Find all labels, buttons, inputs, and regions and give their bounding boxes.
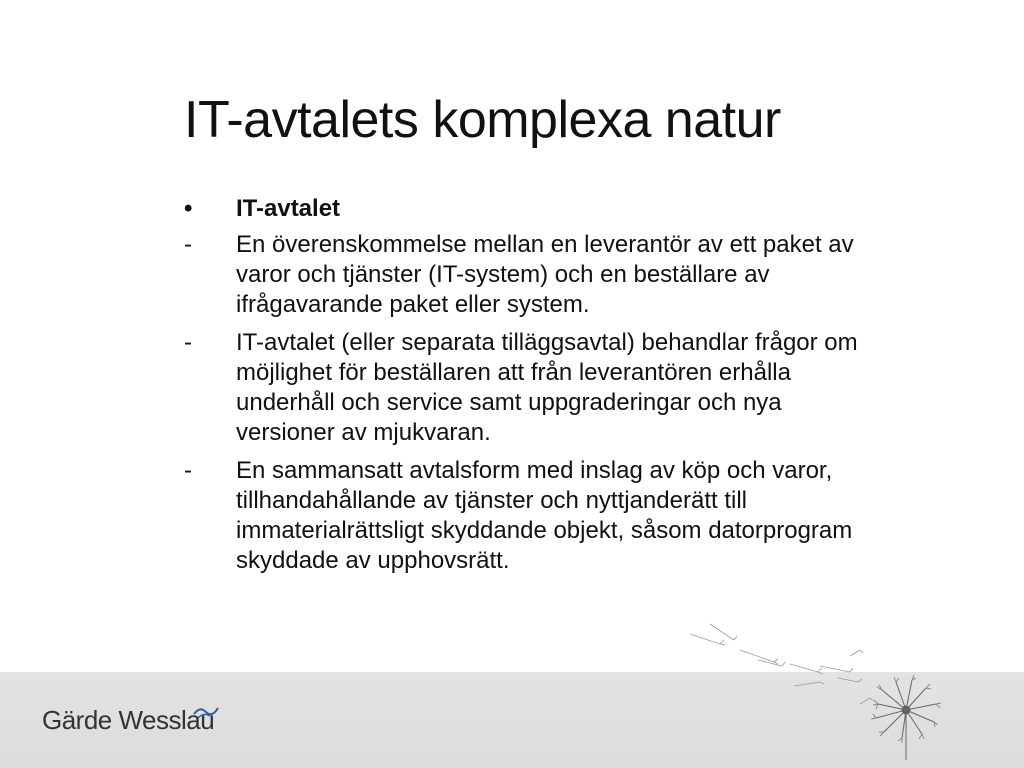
dandelion-icon	[670, 620, 970, 768]
dash-marker: -	[184, 231, 192, 258]
bullet-text: IT-avtalet	[236, 195, 341, 222]
logo-text: Gärde Wesslau	[42, 704, 215, 735]
dash-item	[184, 230, 874, 320]
logo-swoosh-icon	[192, 704, 220, 720]
dash-text: En överenskommelse mellan en leverantör av ett paket av varor och tjänster (IT-system) och en beställare av ifrågavarande paket eller system.	[236, 231, 854, 318]
bullet-item	[184, 194, 874, 224]
bullet-marker: •	[184, 195, 193, 222]
dash-text: En sammansatt avtalsform med inslag av köp och varor, tillhandahållande av tjänster och nyttjanderätt till immaterialrättsligt skyddande objekt, såsom datorprogram skyddade av upphovsrätt.	[236, 457, 853, 574]
dash-item	[184, 456, 874, 576]
dash-item	[184, 328, 874, 448]
dash-marker: -	[184, 457, 192, 484]
slide-title: IT-avtalets komplexa natur	[184, 91, 781, 149]
dash-text: IT-avtalet (eller separata tilläggsavtal) behandlar frågor om möjlighet för beställaren att från leverantören erhålla underhåll och service samt uppgraderingar och nya versioner av mjukvaran.	[236, 329, 858, 446]
slide-content	[184, 194, 874, 584]
company-logo	[42, 700, 214, 740]
dash-marker: -	[184, 329, 192, 356]
